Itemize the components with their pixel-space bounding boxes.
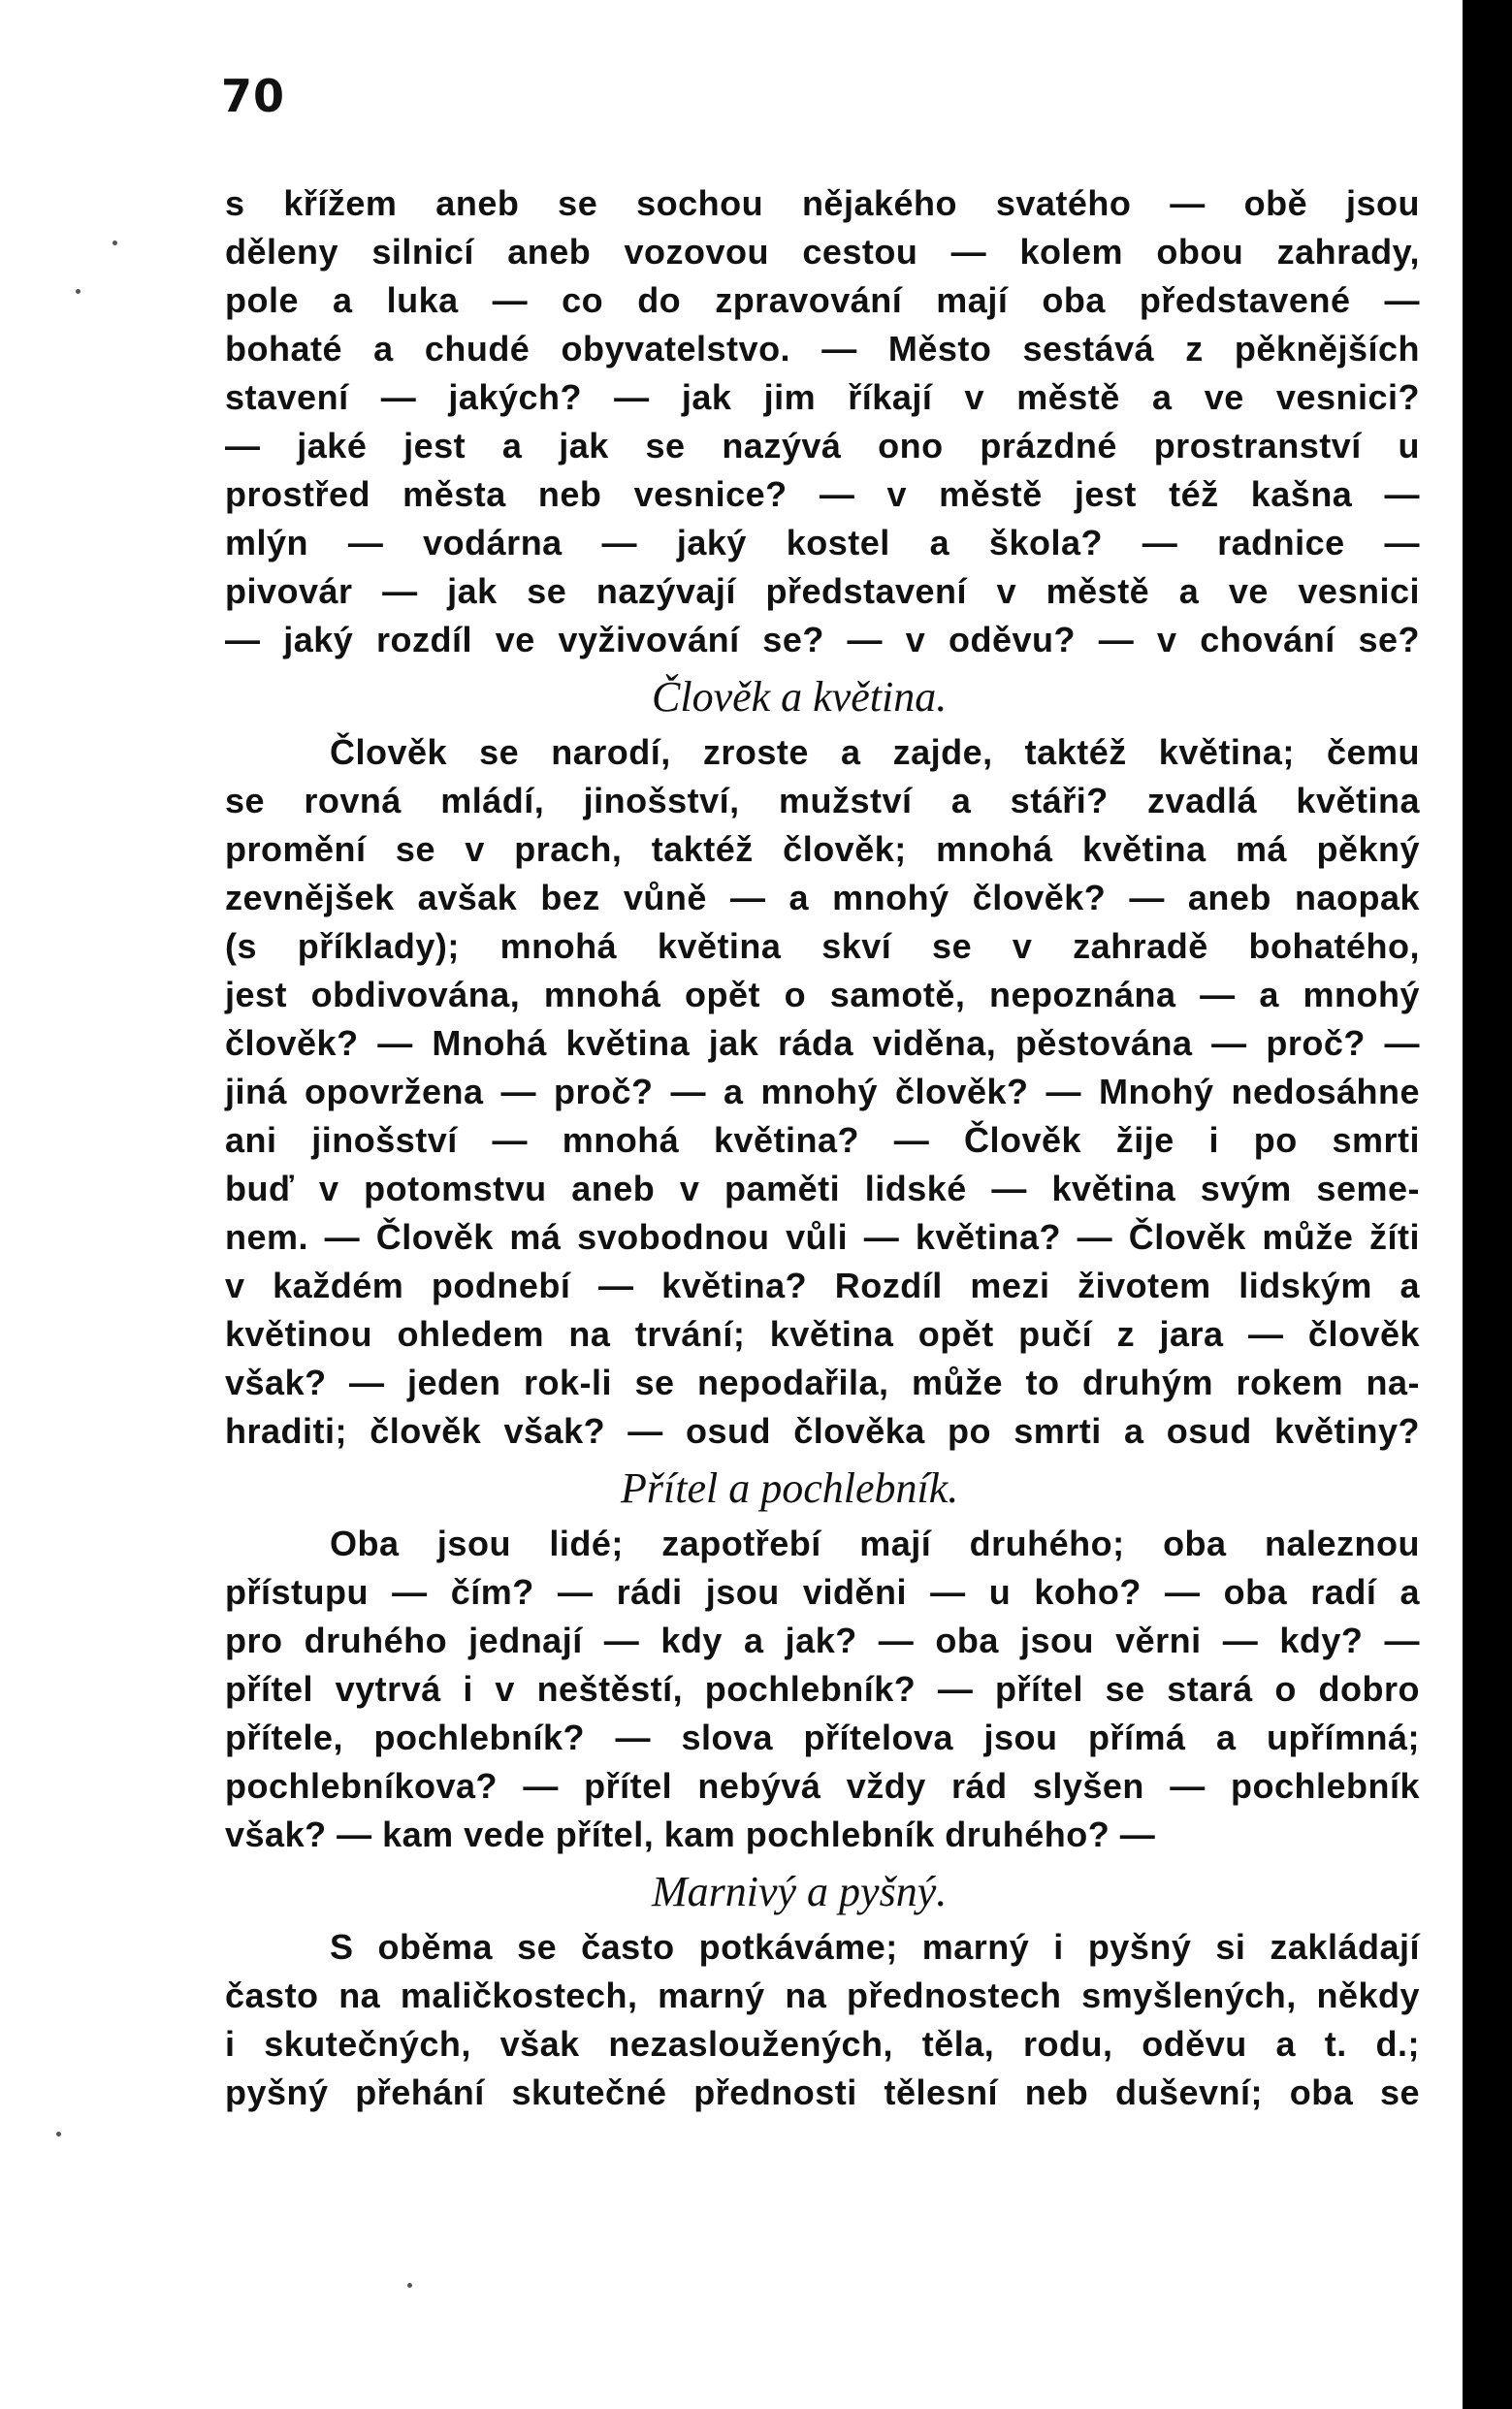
text-line: přítel vytrvá i v neštěstí, pochlebník? — přítel se stará o dobro [225,1669,1420,1709]
text-line: v každém podnebí — květina? Rozdíl mezi životem lidským a [225,1266,1420,1305]
text-line: buď v potomstvu aneb v paměti lidské — květina svým seme- [225,1169,1420,1208]
section-heading-clovek: Člověk a květina. [652,673,948,721]
dust-speck [56,2132,61,2136]
text-line: S oběma se často potkáváme; marný i pyšný si zakládají [330,1927,1420,1967]
text-line: však? — kam vede přítel, kam pochlebník druhého? — [225,1815,1156,1854]
text-line: jiná opovržena — proč? — a mnohý člověk? — Mnohý nedosáhne [225,1072,1420,1111]
section-heading-marnivy: Marnivý a pyšný. [652,1868,948,1915]
text-line: hraditi; člověk však? — osud člověka po smrti a osud květiny? [225,1411,1420,1451]
text-line: pyšný přehání skutečné přednosti tělesní neb duševní; oba se [225,2072,1420,2112]
text-line: přístupu — čím? — rádi jsou viděni — u koho? — oba radí a [225,1572,1420,1612]
text-line: prostřed města neb vesnice? — v městě jest též kašna — [225,474,1420,514]
text-line: bohaté a chudé obyvatelstvo. — Město sestává z pěknějších [225,329,1420,369]
text-line: — jaké jest a jak se nazývá ono prázdné prostranství u [225,426,1420,466]
text-line: pole a luka — co do zpravování mají oba představené — [225,280,1420,320]
text-line: přítele, pochlebník? — slova přítelova jsou přímá a upřímná; [225,1718,1420,1757]
text-line: však? — jeden rok-li se nepodařila, může to druhým rokem na- [225,1363,1420,1402]
dust-speck [407,2283,412,2288]
text-line: nem. — Člověk má svobodnou vůli — květina? — Člověk může žíti [225,1217,1420,1257]
text-line: promění se v prach, taktéž člověk; mnohá květina má pěkný [225,829,1420,869]
pritel-paragraph [225,1520,1420,1859]
dust-speck [113,241,117,245]
text-line: s křížem aneb se sochou nějakého svatého — obě jsou [225,183,1420,223]
text-line: člověk? — Mnohá květina jak ráda viděna, pěstována — proč? — [225,1023,1420,1063]
text-line: jest obdivována, mnohá opět o samotě, nepoznána — a mnohý [225,975,1420,1014]
text-line: děleny silnicí aneb vozovou cestou — kolem obou zahrady, [225,232,1420,272]
text-line: se rovná mládí, jinošství, mužství a stáři? zvadlá květina [225,781,1420,820]
text-line: — jaký rozdíl ve vyživování se? — v oděvu? — v chování se? [225,620,1420,659]
text-line: Oba jsou lidé; zapotřebí mají druhého; oba naleznou [330,1524,1420,1563]
text-line: pro druhého jednají — kdy a jak? — oba jsou věrni — kdy? — [225,1621,1420,1660]
clovek-paragraph [225,728,1420,1456]
intro-paragraph [225,179,1420,664]
text-line: pivovár — jak se nazývají představení v městě a ve vesnici [225,571,1420,611]
text-line: pochlebníkova? — přítel nebývá vždy rád slyšen — pochlebník [225,1766,1420,1806]
text-line: Člověk se narodí, zroste a zajde, taktéž květina; čemu [330,732,1420,772]
text-line: často na maličkostech, marný na přednostech smyšlených, někdy [225,1975,1420,2015]
page-text [225,179,1420,2117]
marnivy-paragraph [225,1923,1420,2117]
text-line: stavení — jakých? — jak jim říkají v městě a ve vesnici? [225,377,1420,417]
text-line: květinou ohledem na trvání; květina opět pučí z jara — člověk [225,1314,1420,1354]
scan-edge-border [1463,0,1512,2409]
text-line: ani jinošství — mnohá květina? — Člověk žije i po smrti [225,1120,1420,1160]
dust-speck [76,289,80,294]
section-heading-pritel: Přítel a pochlebník. [621,1464,959,1512]
text-line: zevnějšek avšak bez vůně — a mnohý člověk? — aneb naopak [225,878,1420,917]
text-line: i skutečných, však nezasloužených, těla, rodu, oděvu a t. d.; [225,2024,1420,2064]
page-number: 70 [221,70,286,122]
text-line: mlýn — vodárna — jaký kostel a škola? — radnice — [225,523,1420,562]
text-line: (s příklady); mnohá květina skví se v zahradě bohatého, [225,926,1420,966]
